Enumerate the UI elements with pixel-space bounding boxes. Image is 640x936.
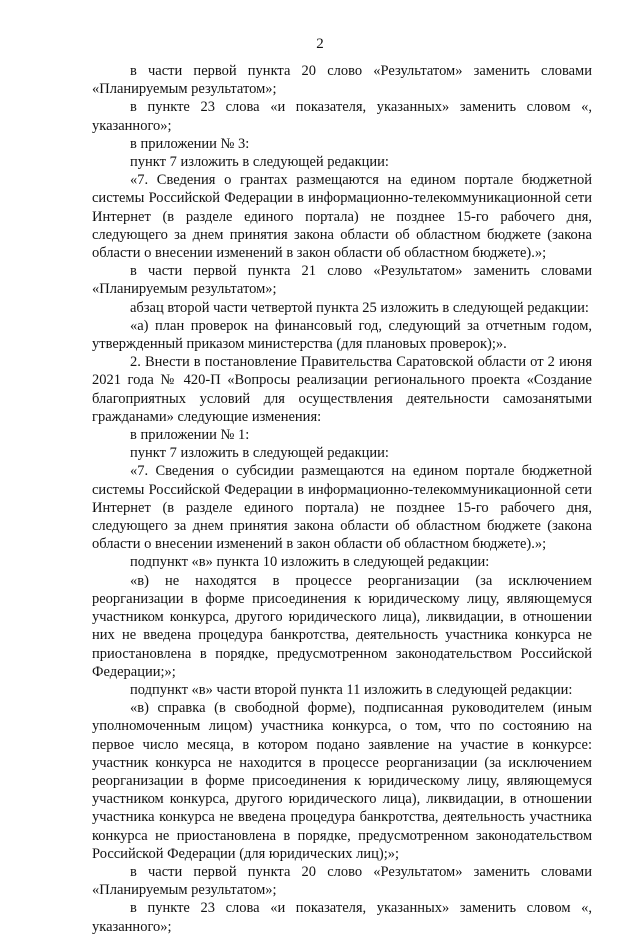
paragraph: пункт 7 изложить в следующей редакции:: [130, 154, 389, 171]
paragraph: в части первой пункта 20 слово «Результатом» заменить словами «Планируемым результатом»;: [92, 863, 592, 899]
paragraph: в приложении № 1:: [130, 427, 250, 444]
paragraph: 2. Внести в постановление Правительства Саратовской области от 2 июня 2021 года № 420-П «Вопросы реализации регионального проекта «Создание благоприятных условий для осуществления деятельности самозанятыми гражданами» следующие изменения:: [92, 354, 592, 425]
page-number: 2: [316, 36, 324, 52]
paragraph: подпункт «в» части второй пункта 11 изложить в следующей редакции:: [130, 681, 573, 698]
paragraph: в части первой пункта 21 слово «Результатом» заменить словами «Планируемым результатом»;: [92, 263, 592, 298]
paragraph: «7. Сведения о субсидии размещаются на едином портале бюджетной системы Российской Федерации в информационно-телекоммуникационной сети Интернет (в разделе единого портала) не позднее 15-го рабочего дня, следующего за днем принятия закона области об областном бюджете (закона области о внесении изменений в закон области об областном бюджете).»;: [92, 463, 592, 553]
paragraph: в части первой пункта 20 слово «Результатом» заменить словами «Планируемым результатом»;: [92, 63, 592, 98]
paragraph: «в) не находятся в процессе реорганизации (за исключением реорганизации в форме присоединения к юридическому лицу, являющемуся участником конкурса, другого юридического лица), ликвидации, в отношении них не введена процедура банкротства, деятельность участника конкурса не приостановлена в порядке, предусмотренном законодательством Российской Федерации;»;: [92, 572, 592, 680]
paragraph: в пункте 23 слова «и показателя, указанных» заменить словом «, указанного»;: [92, 900, 592, 935]
paragraph: в приложении № 3:: [130, 135, 250, 152]
paragraph: «а) план проверок на финансовый год, следующий за отчетным годом, утвержденный приказом министерства (для плановых проверок);».: [92, 317, 592, 353]
paragraph: «7. Сведения о грантах размещаются на едином портале бюджетной системы Российской Федерации в информационно-телекоммуникационной сети Интернет (в разделе единого портала) не позднее 15-го рабочего дня, следующего за днем принятия закона области об областном бюджете (закона области о внесении изменений в закон области об областном бюджете).»;: [92, 172, 592, 262]
paragraph: пункт 7 изложить в следующей редакции:: [130, 445, 389, 462]
document-body: [92, 62, 592, 936]
paragraph: «в) справка (в свободной форме), подписанная руководителем (иным уполномоченным лицом) участника конкурса, о том, что по состоянию на первое число месяца, в котором подано заявление на участие в конкурсе: участник конкурса не находится в процессе реорганизации (за исключением реорганизации в форме присоединения к юридическому лицу, являющемуся участником конкурса, другого юридического лица), ликвидации, в отношении участника конкурса не введена процедура банкротства, деятельность участника конкурса не приостановлена в порядке, предусмотренном законодательством Российской Федерации (для юридических лиц);»;: [92, 700, 592, 862]
paragraph: абзац второй части четвертой пункта 25 изложить в следующей редакции:: [130, 299, 589, 316]
paragraph: в пункте 23 слова «и показателя, указанных» заменить словом «, указанного»;: [92, 99, 592, 134]
paragraph: подпункт «в» пункта 10 изложить в следующей редакции:: [130, 554, 490, 571]
